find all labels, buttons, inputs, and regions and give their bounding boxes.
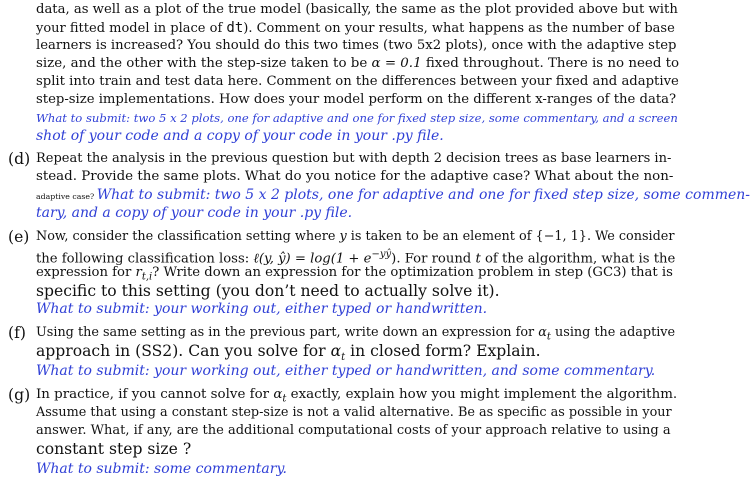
math-alpha: α [330, 342, 342, 360]
text: What to submit: some commentary. [36, 461, 287, 477]
text: Now, consider the classification setting where [36, 229, 340, 244]
text: answer. What, if any, are the additional computational costs of your approach relative to using a [36, 423, 671, 438]
c-text-line-1 [36, 1, 678, 19]
c-submit-line-1 [36, 109, 678, 127]
text: stead. Provide the same plots. What do you notice for the adaptive case? What about the non- [36, 169, 674, 184]
text: Using the same setting as in the previous part, write down an expression for [36, 325, 539, 340]
code-dt: dt [226, 20, 244, 36]
math-y: y [339, 229, 347, 244]
text: What to submit: two 5 x 2 plots, one for adaptive and one for fixed step size, some commentary, and a screen [36, 111, 678, 125]
math-set: {−1, 1} [535, 229, 587, 244]
text: your fitted model in place of [36, 21, 227, 36]
text: is taken to be an element of [346, 229, 536, 244]
text: What to submit: your working out, either typed or handwritten. [36, 301, 488, 317]
text: What to submit: your working out, either typed or handwritten, and some commentary. [36, 363, 656, 379]
math-r: r [135, 265, 142, 280]
g-submit-line [36, 460, 287, 478]
text: using the adaptive [550, 325, 676, 340]
math-exponent: −yŷ [371, 249, 392, 260]
text: constant step size ? [36, 440, 192, 458]
c-text-line-4 [36, 55, 679, 73]
e-submit-line [36, 300, 487, 318]
c-submit-line-2 [36, 127, 444, 145]
d-text-line-1 [36, 150, 671, 168]
text: step-size implementations. How does your model perform on the different x-ranges of the data? [36, 92, 677, 107]
text: approach in (SS2). Can you solve for [36, 342, 331, 360]
g-text-line-2 [36, 404, 672, 422]
text: in closed form? Explain. [345, 342, 541, 360]
text: specific to this setting (you don’t need to actually solve it). [36, 282, 500, 300]
math-subscript: t [546, 331, 551, 343]
text: . For round [396, 251, 476, 267]
text: expression for [36, 265, 136, 280]
text: the following classification loss: [36, 251, 254, 267]
d-submit-line-2 [36, 204, 352, 222]
text: Repeat the analysis in the previous question but with depth 2 decision trees as base learners in- [36, 151, 672, 166]
d-text-line-2 [36, 168, 673, 186]
text: adaptive case? [36, 192, 97, 201]
text: shot of your code and a copy of your code in your .py file. [36, 128, 444, 144]
c-text-line-6 [36, 91, 676, 109]
d-text-line-3 [36, 186, 750, 206]
text: ). Comment on your results, what happens as the number of base [243, 21, 675, 36]
part-e-label: (e) [8, 228, 30, 246]
e-text-line-1 [36, 228, 675, 246]
math-alpha: α [273, 387, 283, 402]
text: ? Write down an expression for the optimization problem in step (GC3) that is [152, 265, 673, 280]
math-alpha: α = 0.1 [371, 56, 422, 71]
text: size, and the other with the step-size taken to be [36, 56, 372, 71]
text: tary, and a copy of your code in your .py file. [36, 205, 353, 221]
text: learners is increased? You should do this two times (two 5x2 plots), once with the adaptive step [36, 38, 677, 53]
math-t: t [475, 251, 481, 267]
text: Assume that using a constant step-size is not a valid alternative. Be as specific as possible in your [36, 405, 672, 420]
g-text-line-4 [36, 440, 191, 458]
text: fixed throughout. There is no need to [421, 56, 680, 71]
text: ) [391, 251, 397, 267]
c-text-line-3 [36, 37, 677, 55]
c-text-line-5 [36, 73, 679, 91]
text: of the algorithm, what is the [480, 251, 676, 267]
text: data, as well as a plot of the true model (basically, the same as the plot provided above but with [36, 2, 678, 17]
submit-text: What to submit: two 5 x 2 plots, one for adaptive and one for fixed step size, some commen- [96, 187, 750, 203]
e-text-line-4 [36, 282, 500, 300]
c-text-line-2 [36, 19, 675, 38]
math-subscript: t [341, 352, 346, 364]
math-alpha: α [538, 325, 547, 340]
part-f-label: (f) [8, 324, 26, 342]
text: In practice, if you cannot solve for [36, 387, 274, 402]
text: split into train and test data here. Comment on the differences between your fixed and adaptive [36, 74, 679, 89]
math-loss: ℓ(y, ŷ) = log(1 + e [253, 251, 372, 267]
text: exactly, explain how you might implement the algorithm. [286, 387, 678, 402]
text: . We consider [586, 229, 675, 244]
part-g-label: (g) [8, 386, 31, 404]
math-subscript: t [282, 393, 287, 405]
part-d-label: (d) [8, 150, 31, 168]
f-submit-line [36, 362, 655, 380]
g-text-line-3 [36, 422, 671, 440]
math-subscript: t,i [141, 271, 153, 283]
